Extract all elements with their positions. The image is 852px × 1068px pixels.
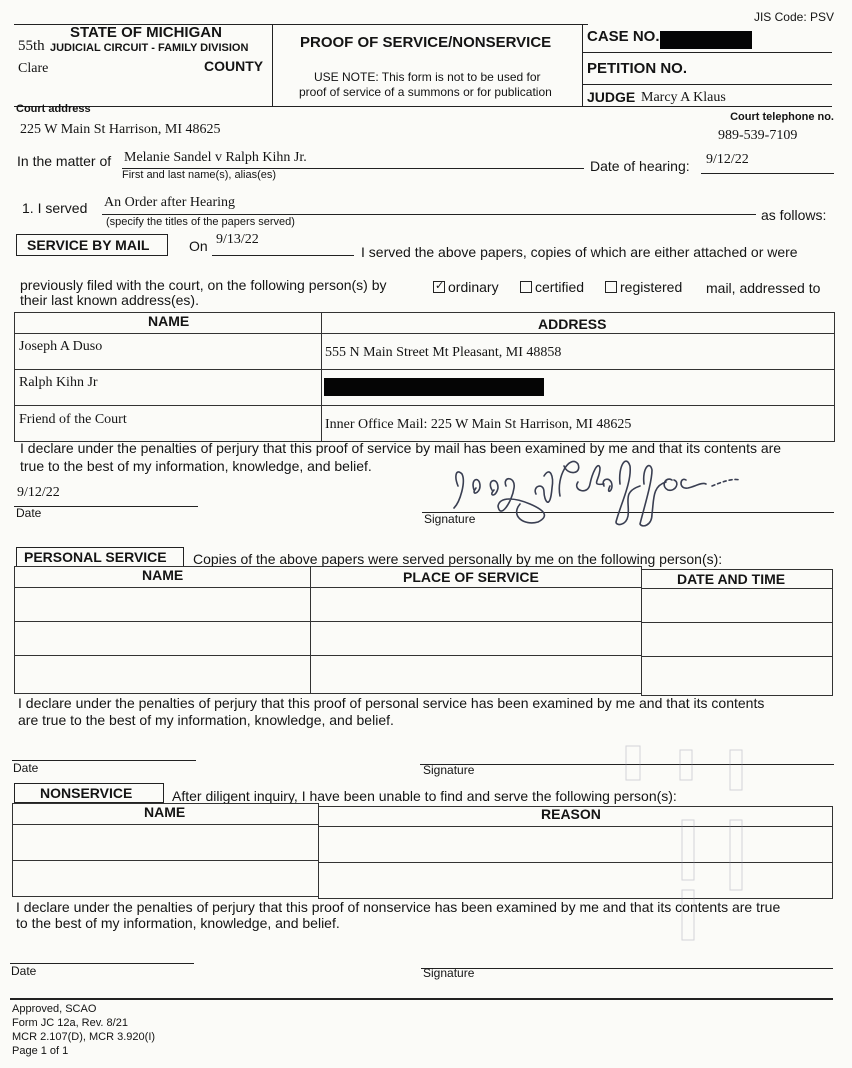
circuit-label: JUDICIAL CIRCUIT - FAMILY DIVISION: [50, 42, 249, 54]
table-row: Friend of the Court: [19, 412, 127, 427]
hearing-label: Date of hearing:: [590, 158, 690, 174]
matter-value: Melanie Sandel v Ralph Kihn Jr.: [124, 150, 307, 165]
ps-declaration-line1: I declare under the penalties of perjury that this proof of personal service has been examined by me and that its contents: [18, 695, 765, 711]
table-row[interactable]: [641, 588, 833, 623]
use-note-line2: proof of service of a summons or for publication: [299, 85, 552, 99]
petition-no-label: PETITION NO.: [587, 60, 688, 77]
table-row[interactable]: [641, 656, 833, 696]
table-row[interactable]: [310, 587, 642, 622]
mail-declaration-line2: true to the best of my information, knowledge, and belief.: [20, 458, 372, 474]
option-ordinary[interactable]: [433, 279, 499, 295]
option-certified[interactable]: [520, 279, 584, 295]
served-sublabel: (specify the titles of the papers served): [106, 216, 295, 228]
county-name: Clare: [18, 61, 49, 76]
ordinary-checkbox[interactable]: [433, 281, 445, 293]
matter-sublabel: First and last name(s), alias(es): [122, 169, 277, 181]
case-no-redaction: [660, 31, 752, 49]
ps-date-label: Date: [13, 761, 39, 775]
mail-on-date: 9/13/22: [216, 232, 259, 247]
table-row: Inner Office Mail: 225 W Main St Harrison, MI 48625: [325, 417, 632, 432]
ps-col-datetime: DATE AND TIME: [677, 571, 786, 587]
jis-code: JIS Code: PSV: [753, 10, 834, 24]
certified-label: certified: [535, 279, 585, 295]
county-label: COUNTY: [204, 58, 264, 74]
ns-signature-label: Signature: [423, 966, 475, 980]
ps-declaration-line2: are true to the best of my information, knowledge, and belief.: [18, 712, 394, 728]
mail-date-value: 9/12/22: [17, 485, 60, 500]
option-registered[interactable]: [605, 279, 682, 295]
court-address-label: Court address: [16, 103, 91, 115]
use-note-line1: USE NOTE: This form is not to be used for: [314, 70, 541, 84]
nonservice-intro: After diligent inquiry, I have been unable to find and serve the following person(s):: [172, 788, 677, 804]
ordinary-label: ordinary: [448, 279, 499, 295]
ps-signature-label: Signature: [423, 763, 475, 777]
table-row[interactable]: [14, 655, 311, 694]
table-row[interactable]: [12, 824, 319, 861]
registered-checkbox[interactable]: [605, 281, 617, 293]
ps-col-name: NAME: [142, 567, 184, 583]
table-row[interactable]: [12, 860, 319, 897]
received-stamp-watermark: [620, 740, 760, 960]
table-row[interactable]: [310, 655, 642, 694]
ns-declaration-line1: I declare under the penalties of perjury that this proof of nonservice has been examined by me and that its contents are true: [16, 899, 781, 915]
mail-col-address: ADDRESS: [538, 316, 607, 332]
form-title: PROOF OF SERVICE/NONSERVICE: [300, 34, 552, 51]
hearing-date: 9/12/22: [706, 152, 749, 167]
court-telephone: 989-539-7109: [718, 128, 798, 143]
mail-on-label: On: [189, 238, 208, 254]
court-address: 225 W Main St Harrison, MI 48625: [20, 122, 221, 137]
table-row: 555 N Main Street Mt Pleasant, MI 48858: [325, 345, 562, 360]
personal-service-intro: Copies of the above papers were served personally by me on the following person(s):: [193, 551, 723, 567]
judge-label: JUDGE: [587, 89, 636, 105]
footer-page: Page 1 of 1: [12, 1045, 69, 1057]
table-row: Ralph Kihn Jr: [19, 375, 98, 390]
mail-line2-end: mail, addressed to: [706, 280, 821, 296]
mail-date-label: Date: [16, 506, 42, 520]
handwritten-signature: [440, 446, 750, 530]
mail-line1: I served the above papers, copies of which are either attached or were: [361, 244, 798, 260]
case-no-label: CASE NO.: [587, 28, 660, 45]
ns-declaration-line2: to the best of my information, knowledge, and belief.: [16, 915, 340, 931]
mail-col-name: NAME: [148, 313, 190, 329]
table-row[interactable]: [14, 621, 311, 656]
ps-col-place: PLACE OF SERVICE: [403, 569, 539, 585]
ns-col-reason: REASON: [541, 806, 601, 822]
certified-checkbox[interactable]: [520, 281, 532, 293]
table-row[interactable]: [14, 587, 311, 622]
served-label: 1. I served: [22, 200, 88, 216]
mail-declaration-line1: I declare under the penalties of perjury that this proof of service by mail has been examined by me and that its contents are: [20, 440, 782, 456]
matter-label: In the matter of: [17, 153, 112, 169]
state-title: STATE OF MICHIGAN: [70, 24, 222, 41]
mail-signature-label: Signature: [424, 512, 476, 526]
footer-approved: Approved, SCAO: [12, 1003, 97, 1015]
mail-line2: previously filed with the court, on the following person(s) by: [20, 277, 387, 293]
service-by-mail-title: SERVICE BY MAIL: [16, 234, 168, 256]
registered-label: registered: [620, 279, 683, 295]
footer-rules: MCR 2.107(D), MCR 3.920(I): [12, 1031, 156, 1043]
mail-line3: their last known address(es).: [20, 292, 199, 308]
judge-name: Marcy A Klaus: [641, 90, 726, 105]
table-row[interactable]: [641, 622, 833, 657]
circuit-number: 55th: [18, 38, 45, 54]
court-telephone-label: Court telephone no.: [730, 111, 834, 123]
nonservice-title: NONSERVICE: [14, 783, 164, 803]
ns-col-name: NAME: [144, 804, 186, 820]
as-follows: as follows:: [761, 207, 827, 223]
ns-date-label: Date: [11, 964, 37, 978]
personal-service-title: PERSONAL SERVICE: [16, 547, 184, 567]
table-row[interactable]: [310, 621, 642, 656]
served-value: An Order after Hearing: [104, 195, 235, 210]
table-row: Joseph A Duso: [19, 339, 103, 354]
footer-form: Form JC 12a, Rev. 8/21: [12, 1017, 128, 1029]
address-redaction: [324, 378, 544, 396]
